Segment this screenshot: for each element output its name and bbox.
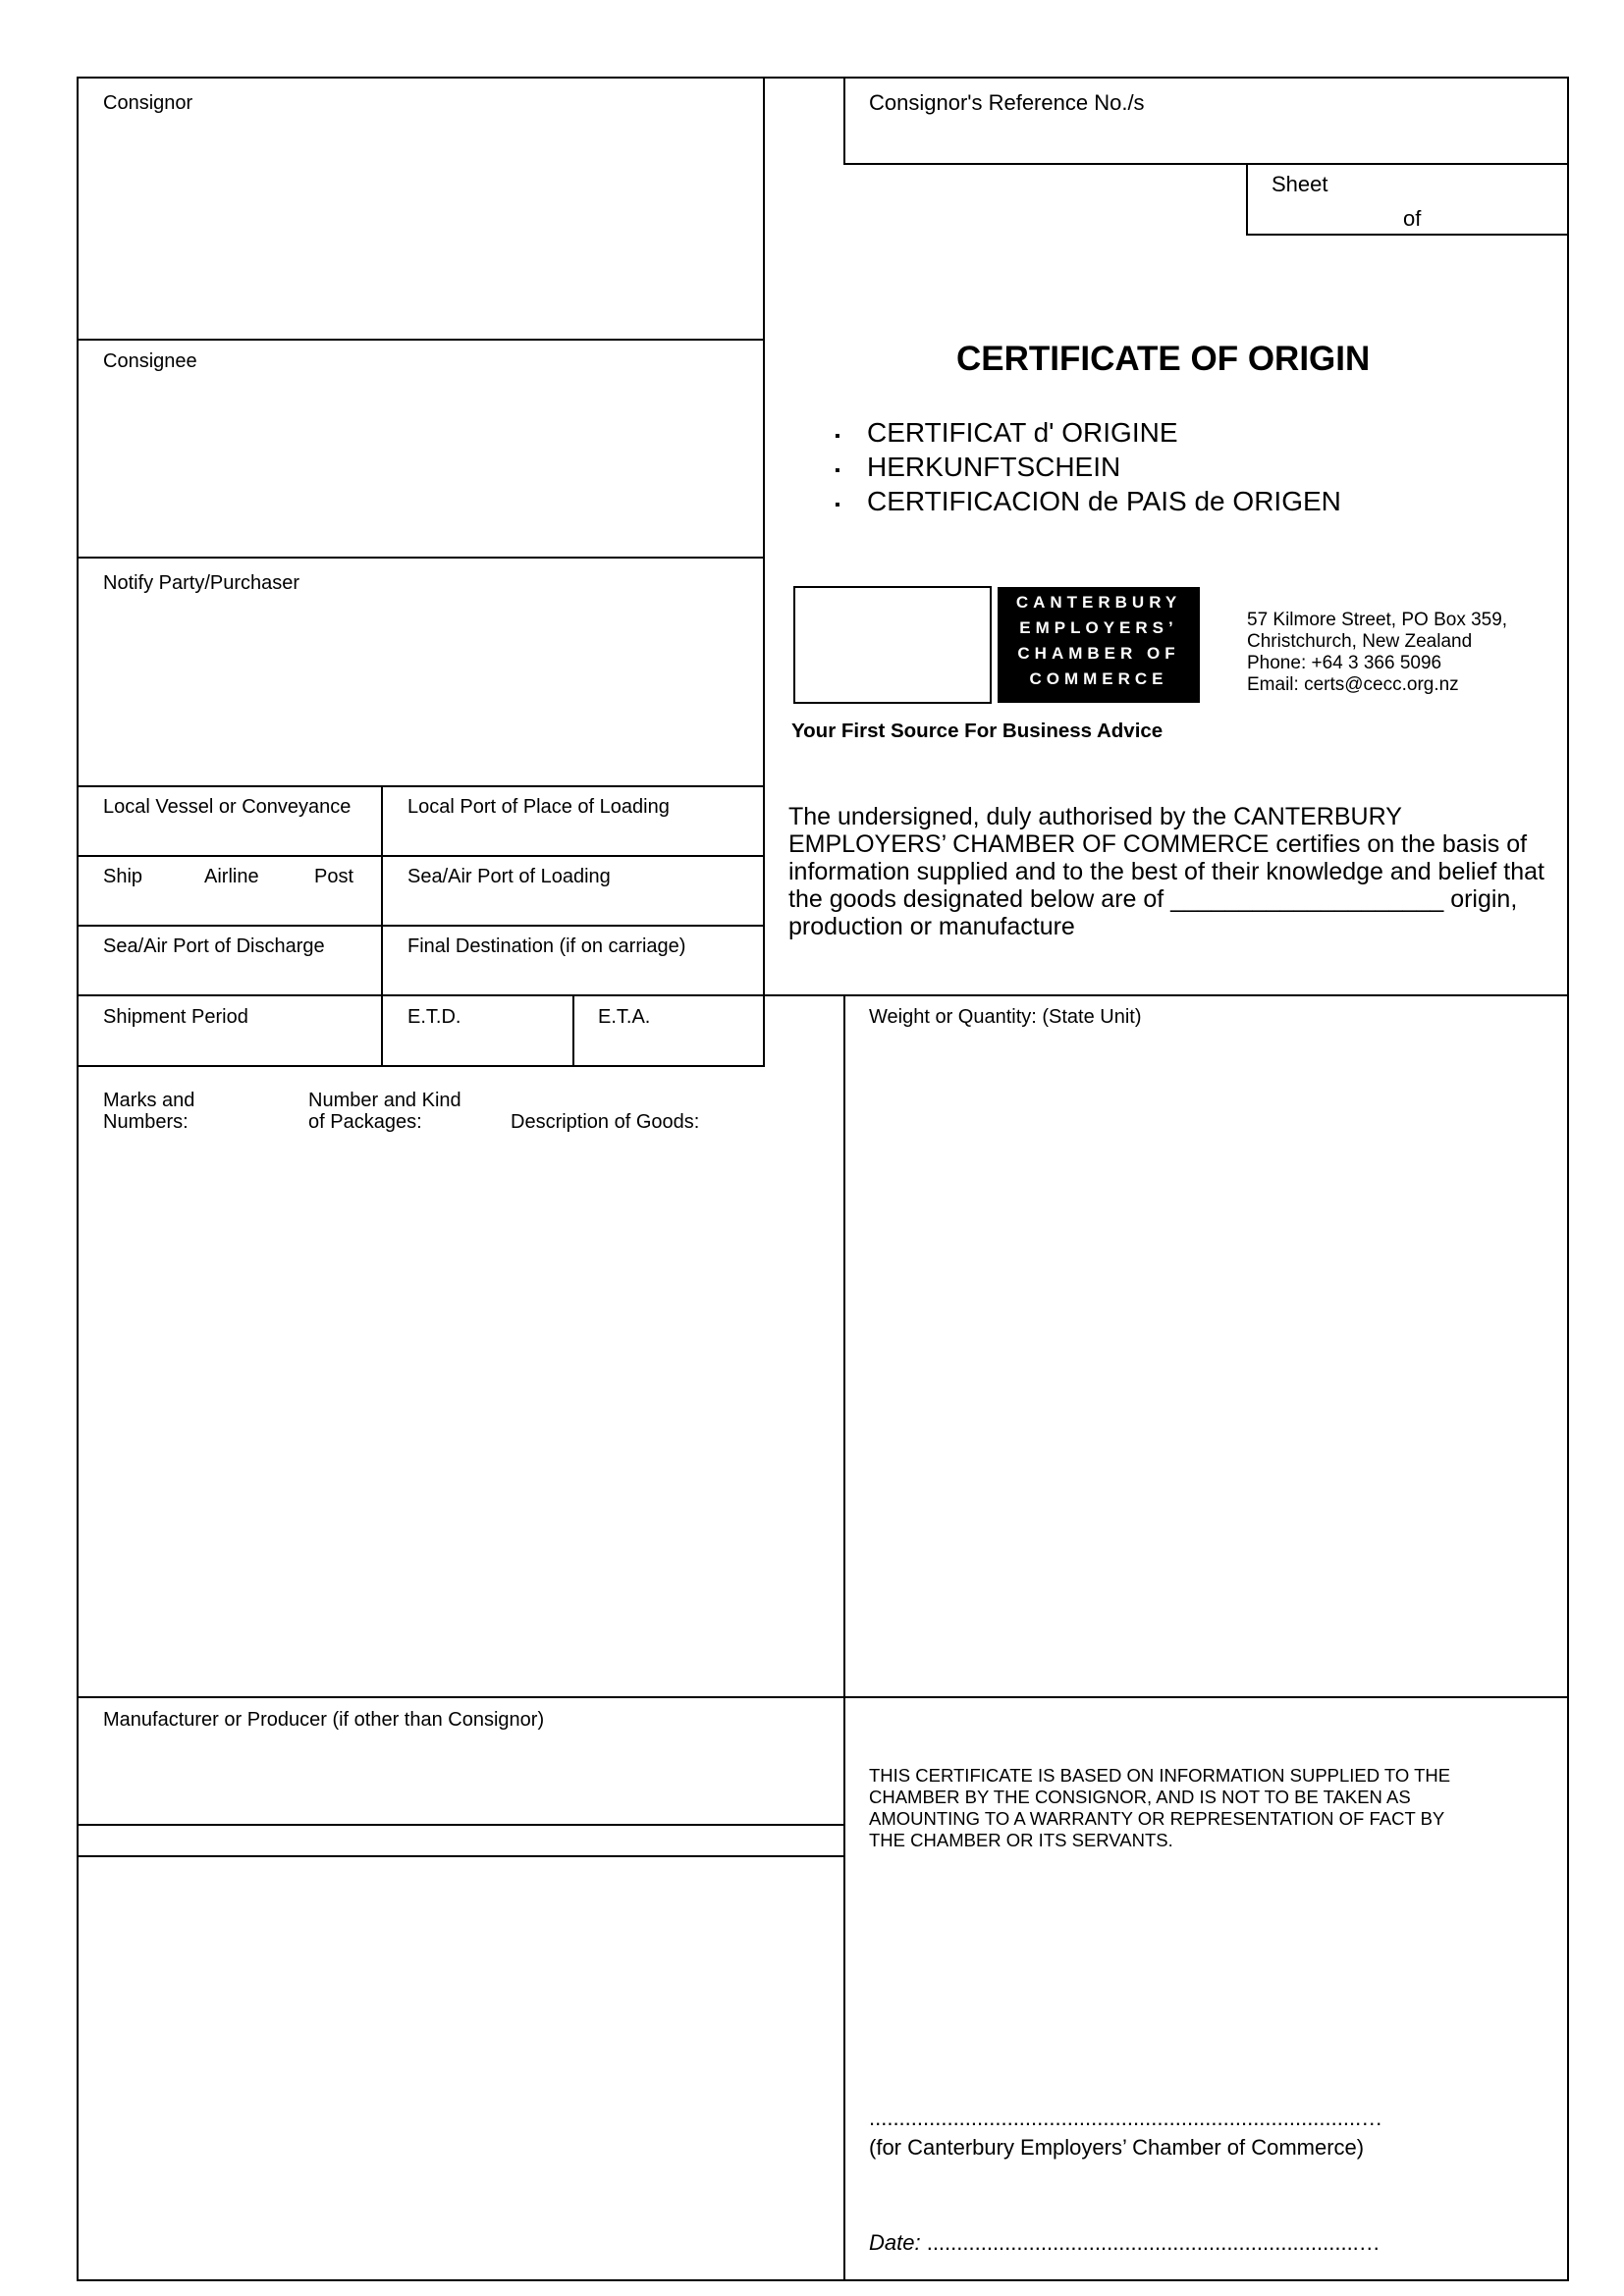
eta-label: E.T.A. bbox=[598, 1006, 651, 1028]
consignor-reference-label: Consignor's Reference No./s bbox=[869, 90, 1145, 115]
consignor-label: Consignor bbox=[103, 92, 193, 114]
shipment-period-label: Shipment Period bbox=[103, 1006, 248, 1028]
local-port-label: Local Port of Place of Loading bbox=[407, 796, 670, 818]
packages-label-line1: Number and Kind bbox=[308, 1090, 461, 1111]
bullet-icon: ▪ bbox=[835, 462, 840, 479]
notify-party-label: Notify Party/Purchaser bbox=[103, 572, 300, 594]
marks-label-line1: Marks and bbox=[103, 1090, 195, 1111]
etd-label: E.T.D. bbox=[407, 1006, 461, 1028]
local-vessel-label: Local Vessel or Conveyance bbox=[103, 796, 352, 818]
packages-label-line2: of Packages: bbox=[308, 1111, 422, 1133]
final-destination-label: Final Destination (if on carriage) bbox=[407, 935, 686, 957]
manufacturer-label: Manufacturer or Producer (if other than Consignor) bbox=[103, 1709, 545, 1731]
bullet-icon: ▪ bbox=[835, 428, 840, 445]
description-label: Description of Goods: bbox=[511, 1111, 700, 1133]
language-title-es: CERTIFICACION de PAIS de ORIGEN bbox=[867, 486, 1341, 516]
sheet-of-label: of bbox=[1403, 206, 1422, 231]
sea-air-port-loading-label: Sea/Air Port of Loading bbox=[407, 866, 611, 887]
stamp-box bbox=[793, 586, 992, 704]
language-title-fr: CERTIFICAT d' ORIGINE bbox=[867, 417, 1178, 448]
sheet-label: Sheet bbox=[1272, 172, 1328, 196]
date-label: Date: bbox=[869, 2230, 921, 2255]
date-dots: ........................................................................… bbox=[920, 2230, 1380, 2255]
sea-air-port-discharge-label: Sea/Air Port of Discharge bbox=[103, 935, 325, 957]
airline-label: Airline bbox=[204, 866, 259, 887]
signature-for-label: (for Canterbury Employers’ Chamber of Commerce) bbox=[869, 2135, 1365, 2160]
date-line bbox=[869, 2230, 1380, 2256]
page-title: CERTIFICATE OF ORIGIN bbox=[956, 340, 1371, 378]
language-title-de: HERKUNFTSCHEIN bbox=[867, 452, 1121, 482]
consignee-label: Consignee bbox=[103, 350, 197, 372]
weight-quantity-label: Weight or Quantity: (State Unit) bbox=[869, 1006, 1142, 1028]
bullet-icon: ▪ bbox=[835, 497, 840, 513]
marks-label-line2: Numbers: bbox=[103, 1111, 189, 1133]
signature-line: ..................................................................................… bbox=[869, 2106, 1383, 2130]
ship-label: Ship bbox=[103, 866, 143, 887]
post-label: Post bbox=[314, 866, 354, 887]
logo-tagline: Your First Source For Business Advice bbox=[791, 720, 1164, 742]
